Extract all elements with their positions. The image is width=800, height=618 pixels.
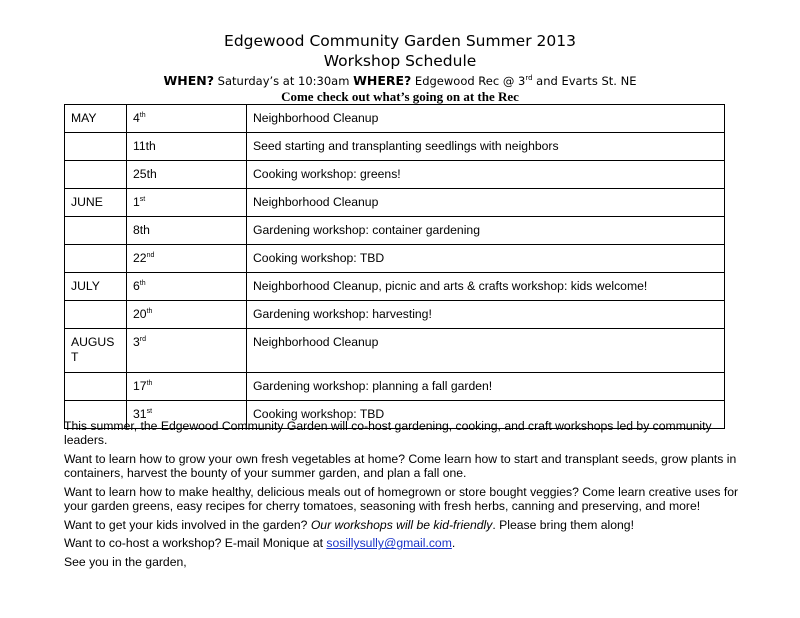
schedule-event: Neighborhood Cleanup bbox=[247, 189, 725, 217]
schedule-date bbox=[127, 217, 247, 245]
schedule-day-suffix: st bbox=[146, 408, 153, 415]
schedule-row bbox=[65, 105, 725, 133]
when-where-line bbox=[0, 73, 800, 89]
cohost-paragraph bbox=[64, 536, 744, 550]
where-value-end: and Evarts St. NE bbox=[532, 74, 637, 88]
schedule-day: 11 bbox=[133, 139, 146, 153]
schedule-day: 22 bbox=[133, 251, 147, 265]
schedule-body bbox=[65, 105, 725, 429]
schedule-month: JULY bbox=[65, 273, 127, 301]
schedule-date bbox=[127, 161, 247, 189]
when-label: WHEN? bbox=[163, 73, 215, 88]
schedule-day: 31 bbox=[133, 407, 147, 421]
schedule-event: Cooking workshop: TBD bbox=[247, 401, 725, 429]
schedule-day-suffix: th bbox=[139, 112, 146, 119]
page-title: Edgewood Community Garden Summer 2013 bbox=[224, 32, 576, 50]
schedule-day-suffix: th bbox=[146, 167, 157, 181]
kids-paragraph bbox=[64, 518, 744, 532]
schedule-event: Neighborhood Cleanup bbox=[247, 105, 725, 133]
schedule-day: 17 bbox=[133, 379, 147, 393]
kids-friendly-text: Our workshops will be kid-friendly bbox=[310, 517, 493, 532]
schedule-table bbox=[64, 104, 725, 429]
schedule-day-suffix: st bbox=[139, 196, 146, 203]
schedule-date bbox=[127, 245, 247, 273]
page-subtitle: Workshop Schedule bbox=[323, 52, 477, 70]
schedule-event: Cooking workshop: greens! bbox=[247, 161, 725, 189]
intro-paragraph: This summer, the Edgewood Community Garden will co-host gardening, cooking, and craft workshops led by community leaders. bbox=[64, 419, 712, 448]
schedule-row bbox=[65, 373, 725, 401]
vegetables-paragraph: Want to learn how to grow your own fresh vegetables at home? Come learn how to start and transplant seeds, grow plants in containers, harvest the bounty of your summer garden, and plan a fall one. bbox=[64, 451, 737, 481]
schedule-month bbox=[65, 217, 127, 245]
schedule-day-suffix: th bbox=[145, 139, 156, 153]
schedule-day-suffix: th bbox=[139, 223, 150, 237]
schedule-date bbox=[127, 105, 247, 133]
cohost-text-end: . bbox=[451, 536, 456, 551]
schedule-month bbox=[65, 161, 127, 189]
schedule-date bbox=[127, 301, 247, 329]
schedule-event: Neighborhood Cleanup, picnic and arts & crafts workshop: kids welcome! bbox=[247, 273, 725, 301]
closing-line: See you in the garden, bbox=[64, 555, 187, 570]
where-value: Edgewood Rec @ 3 bbox=[411, 74, 526, 88]
schedule-month bbox=[65, 133, 127, 161]
schedule-row bbox=[65, 273, 725, 301]
schedule-row bbox=[65, 329, 725, 373]
schedule-row bbox=[65, 133, 725, 161]
schedule-date bbox=[127, 189, 247, 217]
schedule-day: 1 bbox=[133, 195, 140, 209]
schedule-row bbox=[65, 189, 725, 217]
schedule-month bbox=[65, 301, 127, 329]
schedule-date bbox=[127, 373, 247, 401]
kids-text: Want to get your kids involved in the garden? bbox=[64, 517, 311, 532]
schedule-event: Seed starting and transplanting seedlings with neighbors bbox=[247, 133, 725, 161]
when-value: Saturday’s at 10:30am bbox=[214, 74, 354, 88]
schedule-day: 8 bbox=[133, 223, 140, 237]
schedule-day-suffix: th bbox=[139, 280, 146, 287]
notes-section bbox=[64, 419, 744, 574]
schedule-month bbox=[65, 373, 127, 401]
schedule-event: Cooking workshop: TBD bbox=[247, 245, 725, 273]
schedule-event: Gardening workshop: planning a fall garden! bbox=[247, 373, 725, 401]
schedule-day: 4 bbox=[133, 111, 140, 125]
schedule-date bbox=[127, 133, 247, 161]
schedule-date bbox=[127, 273, 247, 301]
schedule-row bbox=[65, 217, 725, 245]
schedule-day-suffix: nd bbox=[146, 252, 155, 259]
schedule-event: Gardening workshop: container gardening bbox=[247, 217, 725, 245]
schedule-event: Gardening workshop: harvesting! bbox=[247, 301, 725, 329]
cohost-text: Want to co-host a workshop? E-mail Monique at bbox=[64, 536, 327, 551]
schedule-month: AUGUS T bbox=[65, 329, 127, 373]
schedule-day-suffix: rd bbox=[139, 336, 147, 343]
schedule-day: 25 bbox=[133, 167, 147, 181]
schedule-day: 3 bbox=[133, 335, 140, 349]
schedule-month: JUNE bbox=[65, 189, 127, 217]
schedule-day-suffix: th bbox=[146, 380, 153, 387]
schedule-row bbox=[65, 301, 725, 329]
tagline: Come check out what’s going on at the Rec bbox=[281, 89, 519, 104]
schedule-event: Neighborhood Cleanup bbox=[247, 329, 725, 373]
schedule-date bbox=[127, 329, 247, 373]
schedule-day: 6 bbox=[133, 279, 140, 293]
schedule-row bbox=[65, 161, 725, 189]
schedule-month: MAY bbox=[65, 105, 127, 133]
schedule-day-suffix: th bbox=[146, 308, 153, 315]
meals-paragraph: Want to learn how to make healthy, delicious meals out of homegrown or store bought veggies? Come learn creative uses for your garden greens, easy recipes for cherry tomatoes, seasoning with fresh herbs, canning and preserving, and more! bbox=[64, 484, 739, 514]
where-label: WHERE? bbox=[353, 73, 412, 88]
where-ordinal: rd bbox=[525, 74, 533, 82]
email-link[interactable]: sosillysully@gmail.com bbox=[326, 536, 452, 551]
schedule-month bbox=[65, 245, 127, 273]
schedule-row bbox=[65, 245, 725, 273]
kids-text-end: . Please bring them along! bbox=[492, 517, 634, 532]
schedule-day: 20 bbox=[133, 307, 147, 321]
